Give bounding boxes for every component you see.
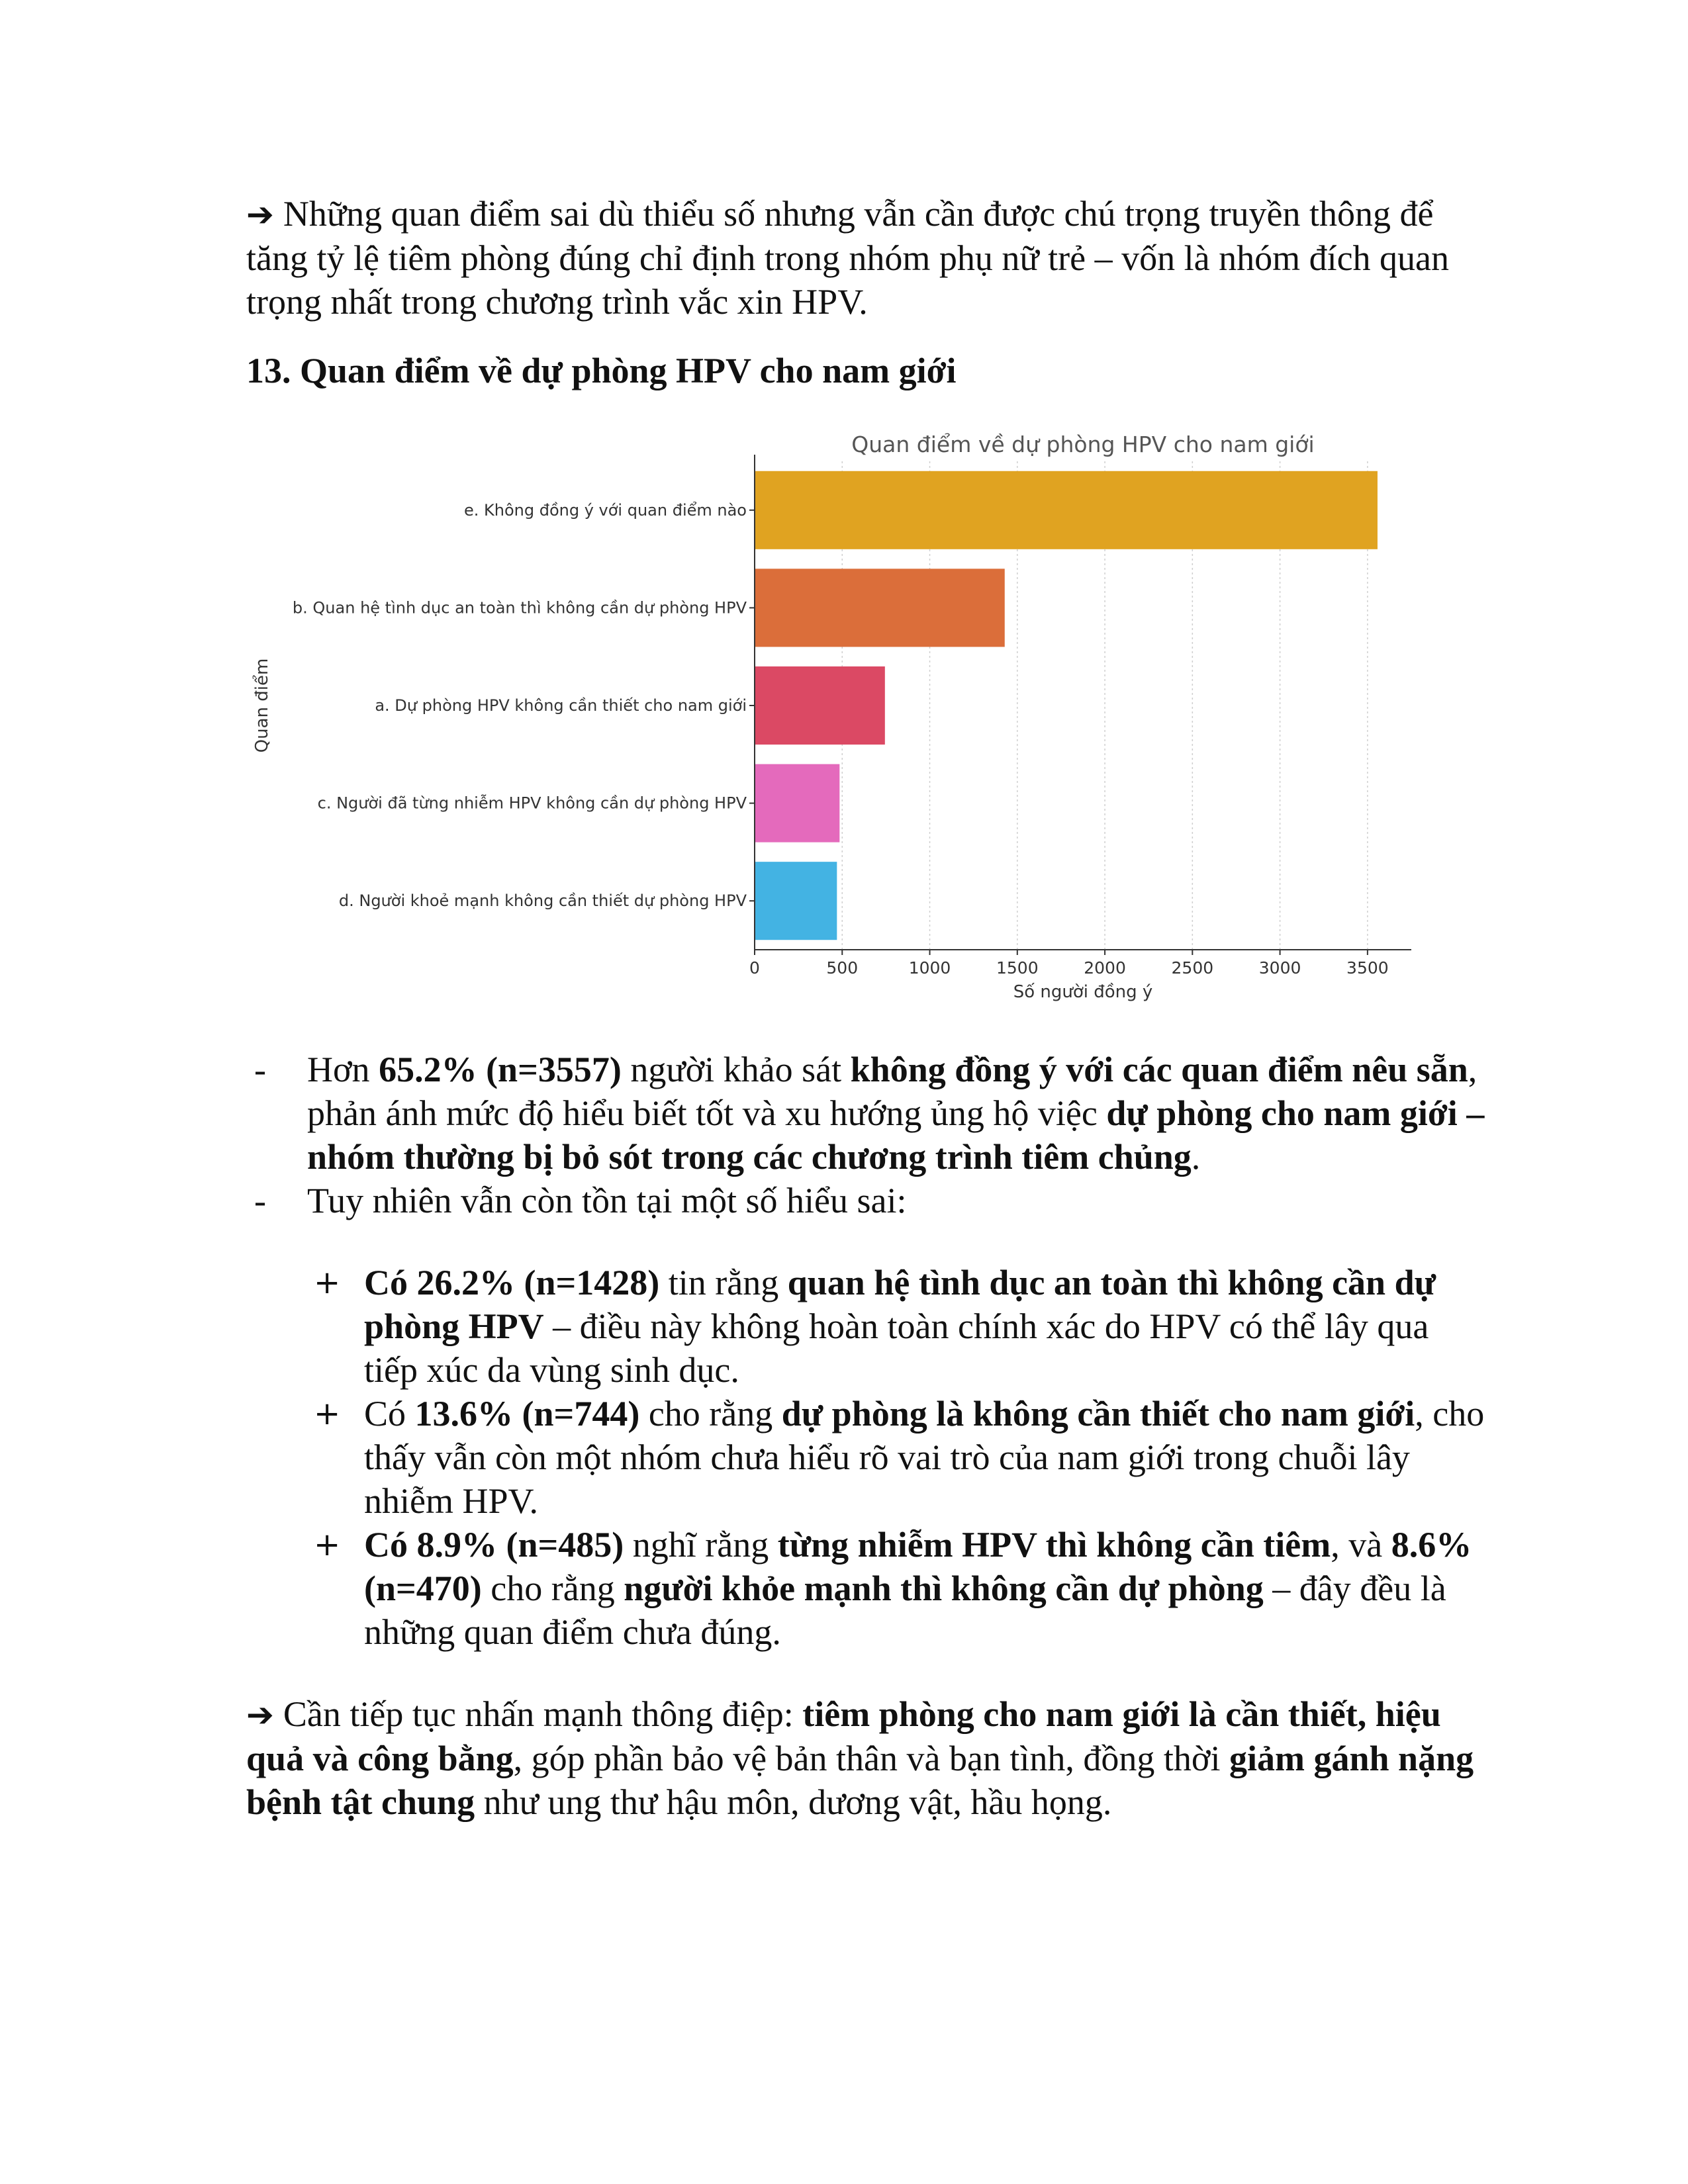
arrow-right-icon: ➔ [246, 1696, 274, 1734]
dash-marker: - [254, 1181, 266, 1220]
bar [755, 764, 839, 842]
text-run: Có 26.2% (n=1428) [364, 1263, 660, 1302]
plus-marker: + [314, 1526, 341, 1563]
category-label: c. Người đã từng nhiễm HPV không cần dự phòng HPV [317, 794, 747, 813]
text-run: 8.6% (n=470) [364, 1525, 1472, 1608]
intro-paragraph [246, 192, 1491, 324]
x-tick-label: 3500 [1346, 958, 1389, 978]
text-run: giảm gánh nặng bệnh tật chung [246, 1739, 1474, 1822]
text-run: Có 8.9% (n=485) [364, 1525, 624, 1565]
arrow-right-icon: ➔ [246, 195, 274, 234]
x-tick-label: 0 [749, 958, 760, 978]
intro-text: Những quan điểm sai dù thiểu số nhưng vẫn cần được chú trọng truyền thông để tăng tỷ lệ tiêm phòng đúng chỉ định trong nhóm phụ nữ trẻ – vốn là nhóm đích quan trọng nhất trong chương trình vắc xin HPV. [246, 194, 1450, 322]
text-run: người khỏe mạnh thì không cần dự phòng [624, 1569, 1264, 1608]
text-run: dự phòng là không cần thiết cho nam giới [781, 1394, 1415, 1433]
text-run: . [1191, 1137, 1201, 1177]
x-tick-label: 2000 [1084, 958, 1126, 978]
text-run: 13.6% (n=744) [414, 1394, 640, 1433]
text-run: tiêm phòng cho nam giới là cần thiết, hiệu quả và công bằng [246, 1694, 1441, 1778]
bar [755, 569, 1005, 647]
text-run: không đồng ý với các quan điểm nêu sẵn [850, 1050, 1468, 1089]
bullet-list [246, 1048, 1491, 1222]
text-run: từng nhiễm HPV thì không cần tiêm [777, 1525, 1331, 1565]
text-run: như ung thư hậu môn, dương vật, hầu họng. [475, 1782, 1112, 1822]
y-axis-label: Quan điểm [252, 658, 272, 753]
bar [755, 862, 837, 940]
sub-bullet-list [246, 1261, 1491, 1654]
bar-chart [246, 427, 1425, 1009]
text-run: người khảo sát [621, 1050, 851, 1089]
text-run: – đây đều là những quan điểm chưa đúng. [364, 1569, 1446, 1652]
text-run: Tuy nhiên vẫn còn tồn tại một số hiểu sai: [307, 1181, 907, 1220]
dash-marker: - [254, 1050, 266, 1089]
category-label: b. Quan hệ tình dục an toàn thì không cần dự phòng HPV [292, 598, 747, 617]
bar-chart-svg [246, 427, 1425, 1009]
text-run: tin rằng [659, 1263, 788, 1302]
text-run: nghĩ rằng [624, 1525, 778, 1565]
x-tick-label: 1000 [908, 958, 951, 978]
list-item [246, 1179, 1491, 1222]
text-run: cho rằng [481, 1569, 624, 1608]
text-run: cho rằng [639, 1394, 782, 1433]
text-run: quan hệ tình dục an toàn thì không cần dự phòng HPV [364, 1263, 1436, 1346]
text-run: Có [364, 1394, 415, 1433]
text-run: – điều này không hoàn toàn chính xác do HPV có thể lây qua tiếp xúc da vùng sinh dục. [364, 1306, 1429, 1390]
document-page [246, 192, 1491, 1824]
bar [755, 471, 1378, 549]
sub-list-item [246, 1392, 1491, 1523]
x-axis-label: Số người đồng ý [1013, 982, 1153, 1002]
x-tick-label: 500 [826, 958, 859, 978]
x-tick-label: 3000 [1258, 958, 1301, 978]
sub-list-item [246, 1523, 1491, 1654]
plus-marker: + [314, 1264, 341, 1301]
section-heading: 13. Quan điểm về dự phòng HPV cho nam giới [246, 351, 957, 390]
chart-title: Quan điểm về dự phòng HPV cho nam giới [851, 432, 1315, 457]
text-run: dự phòng cho nam giới – nhóm thường bị bỏ sót trong các chương trình tiêm chủng [307, 1093, 1485, 1177]
text-run: , và [1331, 1525, 1391, 1565]
conclusion-paragraph [246, 1692, 1491, 1824]
category-label: e. Không đồng ý với quan điểm nào [463, 500, 747, 520]
sub-list-item [246, 1261, 1491, 1392]
list-item [246, 1048, 1491, 1179]
text-run: , phản ánh mức độ hiểu biết tốt và xu hướng ủng hộ việc [307, 1050, 1477, 1133]
text-run: Cần tiếp tục nhấn mạnh thông điệp: [283, 1694, 803, 1734]
x-tick-label: 1500 [996, 958, 1039, 978]
plus-marker: + [314, 1395, 341, 1432]
category-label: a. Dự phòng HPV không cần thiết cho nam giới [375, 696, 747, 715]
text-run: Hơn [307, 1050, 379, 1089]
text-run: , góp phần bảo vệ bản thân và bạn tình, đồng thời [513, 1739, 1229, 1778]
text-run: 65.2% (n=3557) [379, 1050, 622, 1089]
category-label: d. Người khoẻ mạnh không cần thiết dự phòng HPV [338, 891, 747, 911]
bar [755, 666, 885, 745]
x-tick-label: 2500 [1171, 958, 1214, 978]
text-run: , cho thấy vẫn còn một nhóm chưa hiểu rõ vai trò của nam giới trong chuỗi lây nhiễm HPV. [364, 1394, 1485, 1521]
